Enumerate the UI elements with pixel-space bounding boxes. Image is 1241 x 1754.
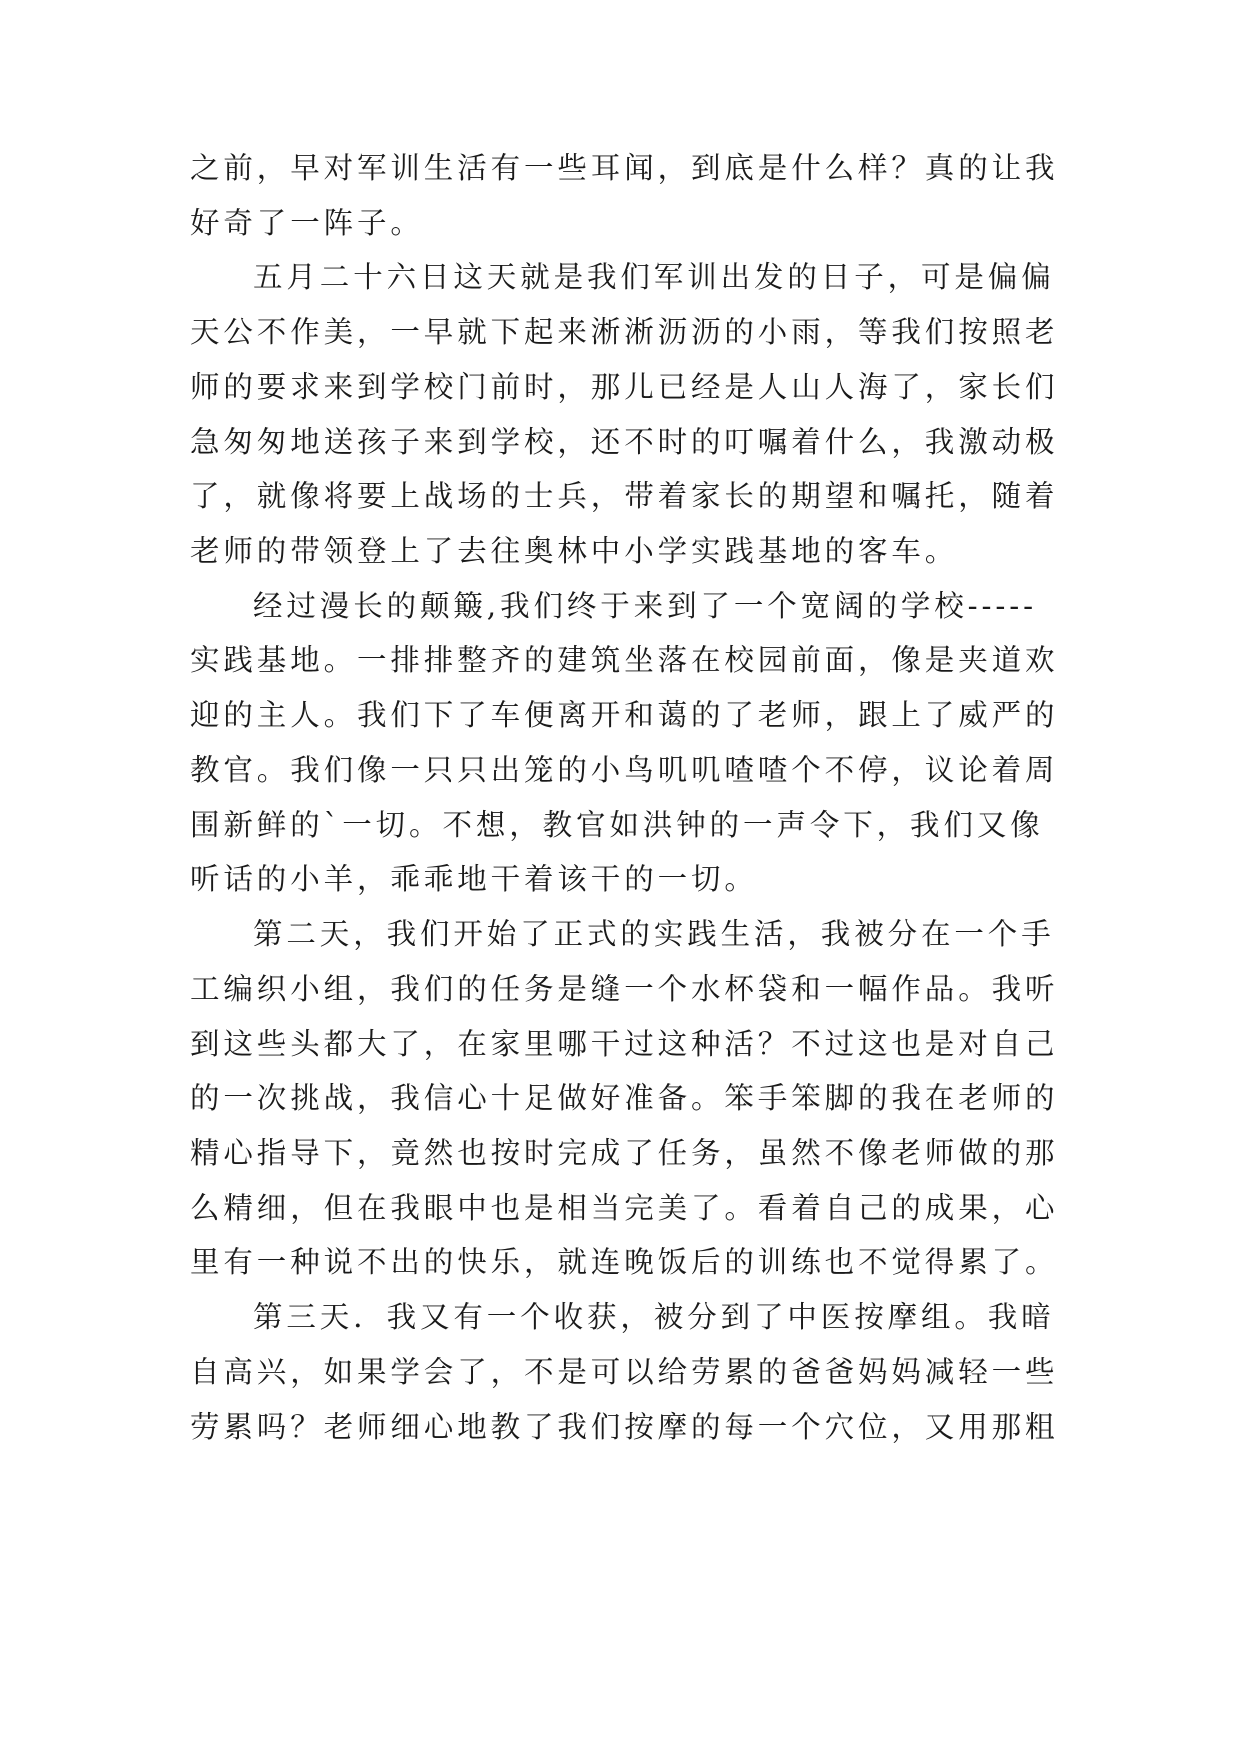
text-line: 工编织小组，我们的任务是缝一个水杯袋和一幅作品。我听: [190, 972, 1059, 1006]
paragraph-start-line: 经过漫长的颠簸,我们终于来到了一个宽阔的学校-----: [253, 589, 1038, 623]
text-line: 精心指导下，竟然也按时完成了任务，虽然不像老师做的那: [190, 1136, 1059, 1170]
text-line: 么精细，但在我眼中也是相当完美了。看着自己的成果，心: [190, 1191, 1059, 1225]
text-line: 急匆匆地送孩子来到学校，还不时的叮嘱着什么，我激动极: [190, 425, 1059, 459]
text-line: 自高兴，如果学会了，不是可以给劳累的爸爸妈妈减轻一些: [190, 1355, 1059, 1389]
text-line: 到这些头都大了，在家里哪干过这种活？不过这也是对自己: [190, 1027, 1059, 1061]
text-line: 里有一种说不出的快乐，就连晚饭后的训练也不觉得累了。: [190, 1245, 1059, 1279]
text-line: 老师的带领登上了去往奥林中小学实践基地的客车。: [190, 534, 959, 568]
text-line: 实践基地。一排排整齐的建筑坐落在校园前面，像是夹道欢: [190, 643, 1059, 677]
text-line: 师的要求来到学校门前时，那儿已经是人山人海了，家长们: [190, 370, 1059, 404]
paragraph-start-line: 第二天，我们开始了正式的实践生活，我被分在一个手: [253, 917, 1055, 951]
paragraph-start-line: 第三天．我又有一个收获，被分到了中医按摩组。我暗: [253, 1300, 1055, 1334]
text-line: 的一次挑战，我信心十足做好准备。笨手笨脚的我在老师的: [190, 1081, 1059, 1115]
text-line: 天公不作美，一早就下起来淅淅沥沥的小雨，等我们按照老: [190, 315, 1059, 349]
text-line: 教官。我们像一只只出笼的小鸟叽叽喳喳个不停，议论着周: [190, 753, 1059, 787]
text-line: 听话的小羊，乖乖地干着该干的一切。: [190, 862, 758, 896]
text-line: 围新鲜的`一切。不想，教官如洪钟的一声令下，我们又像: [190, 808, 1044, 842]
text-line: 好奇了一阵子。: [190, 206, 424, 240]
text-line: 了，就像将要上战场的士兵，带着家长的期望和嘱托，随着: [190, 479, 1059, 513]
text-line: 之前，早对军训生活有一些耳闻，到底是什么样？真的让我: [190, 151, 1059, 185]
paragraph-start-line: 五月二十六日这天就是我们军训出发的日子，可是偏偏: [253, 260, 1055, 294]
text-line: 劳累吗？老师细心地教了我们按摩的每一个穴位，又用那粗: [190, 1410, 1059, 1444]
text-line: 迎的主人。我们下了车便离开和蔼的了老师，跟上了威严的: [190, 698, 1059, 732]
